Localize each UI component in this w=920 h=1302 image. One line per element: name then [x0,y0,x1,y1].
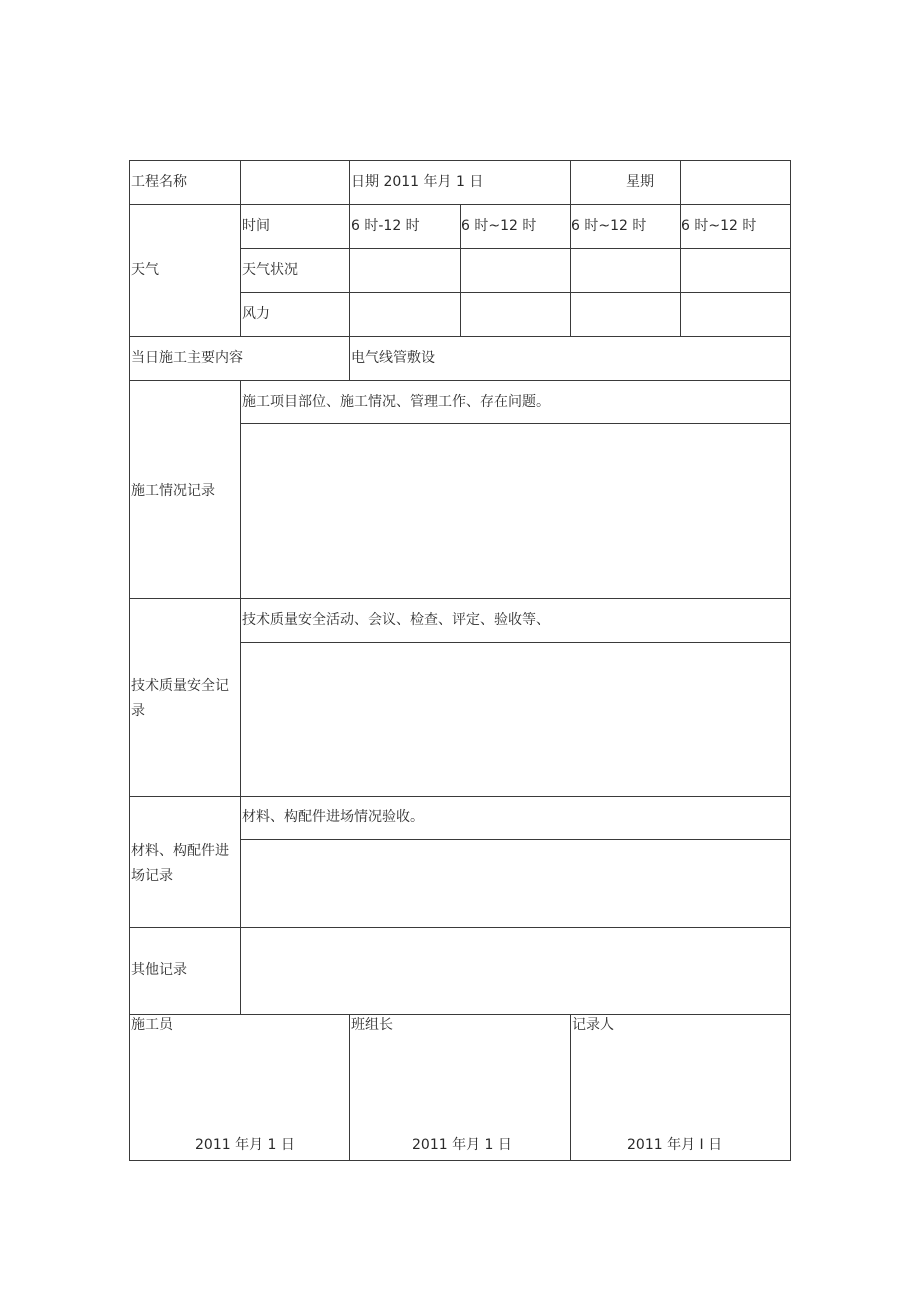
time-slot-4: 6 时~12 时 [681,218,757,234]
date-field[interactable]: 日期 2011 年月 1 日 [351,174,484,190]
column-divider [349,1014,350,1160]
main-work-label: 当日施工主要内容 [131,350,243,366]
quality-record-field[interactable] [242,644,789,795]
quality-record-label: 技术质量安全记录 [131,678,229,719]
time-slot-1: 6 时-12 时 [351,218,420,234]
row-divider [240,839,791,840]
signature-role-team-leader: 班组长 [351,1017,393,1033]
row-divider [129,598,791,599]
project-name-label: 工程名称 [131,174,187,190]
column-divider [570,1014,571,1160]
row-divider [240,248,791,249]
signature-role-recorder: 记录人 [572,1017,614,1033]
construction-record-field[interactable] [242,425,789,597]
row-divider [129,796,791,797]
weekday-label: 星期 [626,174,654,190]
other-record-label: 其他记录 [131,962,187,978]
column-divider [349,160,350,380]
materials-record-label: 材料、构配件进场记录 [131,843,229,884]
column-divider [240,380,241,1014]
materials-record-field[interactable] [242,841,789,926]
row-divider [240,423,791,424]
signature-date-constructor[interactable]: 2011 年月 1 日 [195,1137,295,1153]
quality-record-hint: 技术质量安全活动、会议、检查、评定、验收等、 [242,612,550,628]
row-divider [129,1014,791,1015]
weather-label: 天气 [131,262,159,278]
wind-field[interactable] [351,294,789,335]
table-border-bottom [129,1160,791,1161]
table-border-left [129,160,130,1161]
weather-condition-label: 天气状况 [242,262,298,278]
row-divider [129,927,791,928]
signature-date-recorder[interactable]: 2011 年月 I 日 [627,1137,723,1153]
row-divider [129,380,791,381]
materials-record-hint: 材料、构配件进场情况验收。 [242,809,424,825]
other-record-field[interactable] [242,929,789,1013]
row-divider [129,336,791,337]
table-border-right [790,160,791,1161]
row-divider [240,292,791,293]
time-slot-2: 6 时~12 时 [461,218,537,234]
signature-date-team-leader[interactable]: 2011 年月 1 日 [412,1137,512,1153]
construction-record-hint: 施工项目部位、施工情况、管理工作、存在问题。 [242,394,550,410]
main-work-field[interactable]: 电气线管敷设 [351,350,435,366]
column-divider [240,160,241,336]
wind-label: 风力 [242,306,270,322]
weather-time-label: 时间 [242,218,270,234]
weekday-field[interactable] [682,171,788,193]
time-slot-3: 6 时~12 时 [571,218,647,234]
project-name-field[interactable] [242,171,348,193]
table-border-top [129,160,791,161]
signature-role-constructor: 施工员 [131,1017,173,1033]
weather-condition-field[interactable] [351,250,789,291]
construction-record-label: 施工情况记录 [131,483,215,499]
row-divider [240,642,791,643]
